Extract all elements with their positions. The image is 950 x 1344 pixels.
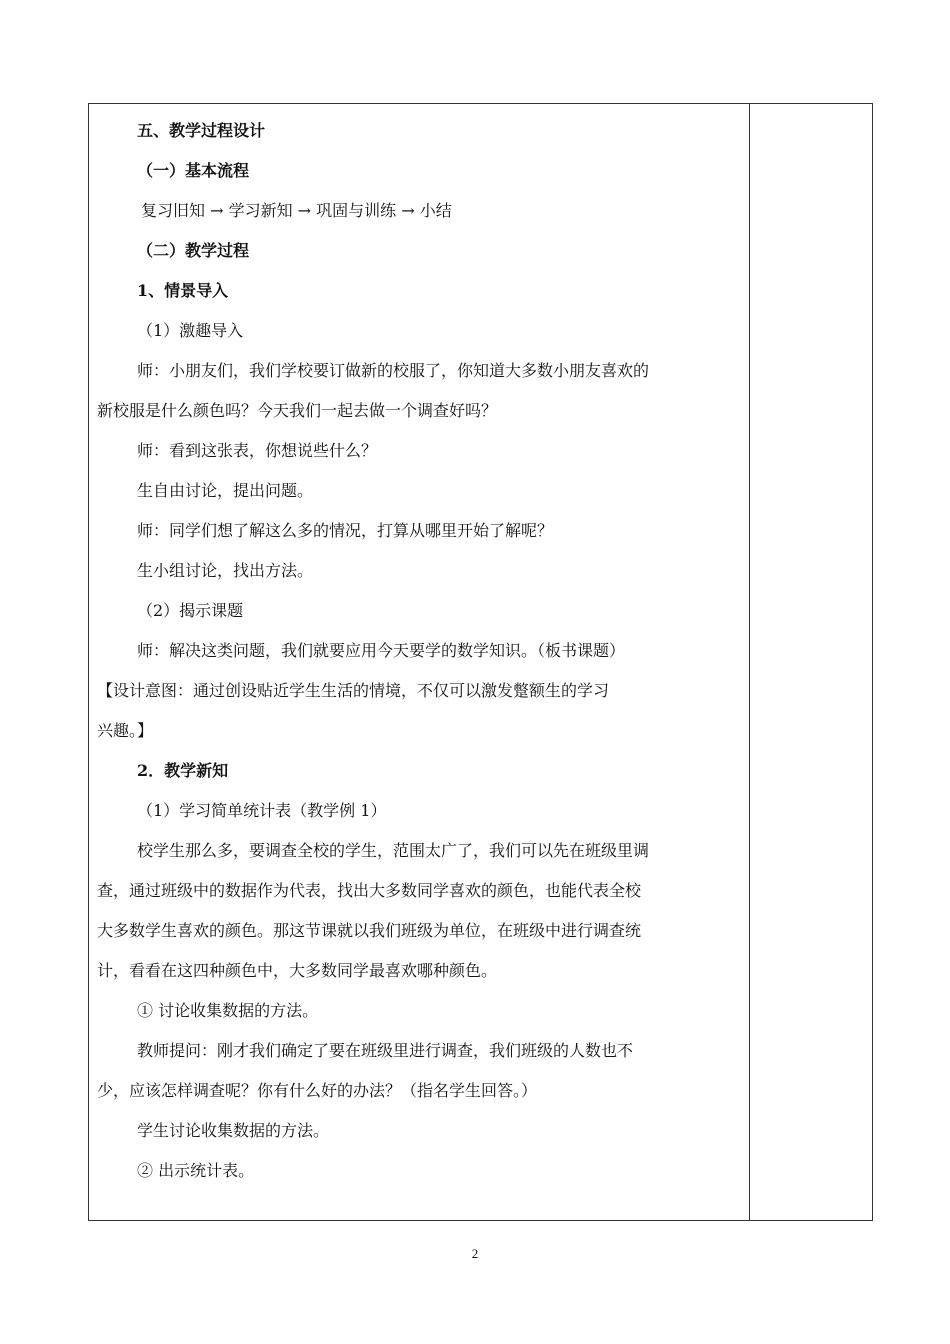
column-divider (749, 104, 750, 1220)
paragraph: 校学生那么多，要调查全校的学生，范围太广了，我们可以先在班级里调 (137, 841, 650, 860)
paragraph: 生自由讨论，提出问题。 (137, 481, 314, 500)
subheading-basic-flow: （一）基本流程 (137, 161, 250, 180)
subheading-teaching-process: （二）教学过程 (137, 241, 250, 260)
paragraph: ② 出示统计表。 (137, 1161, 255, 1180)
paragraph: 师：看到这张表，你想说些什么？ (137, 441, 378, 460)
paragraph: （2）揭示课题 (137, 601, 244, 620)
flow-text: 复习旧知 → 学习新知 → 巩固与训练 → 小结 (141, 201, 452, 220)
section-heading: 五、教学过程设计 (137, 121, 266, 140)
step-heading-scene-intro: 1、情景导入 (137, 281, 229, 300)
paragraph: 师：解决这类问题，我们就要应用今天要学的数学知识。（板书课题） (137, 641, 626, 660)
paragraph: 生小组讨论，找出方法。 (137, 561, 314, 580)
paragraph: （1）学习简单统计表（教学例 1） (137, 801, 387, 820)
page-number: 2 (471, 1246, 479, 1261)
paragraph: 教师提问：刚才我们确定了要在班级里进行调查，我们班级的人数也不 (137, 1041, 634, 1060)
step-heading-new-knowledge: 2．教学新知 (137, 761, 229, 780)
lesson-content (97, 111, 743, 1191)
paragraph: 师：小朋友们，我们学校要订做新的校服了，你知道大多数小朋友喜欢的 (137, 361, 650, 380)
design-intent: 兴趣。】 (97, 721, 154, 740)
paragraph: （1）激趣导入 (137, 321, 244, 340)
paragraph: 大多数学生喜欢的颜色。那这节课就以我们班级为单位，在班级中进行调查统 (97, 921, 642, 940)
paragraph: 师：同学们想了解这么多的情况，打算从哪里开始了解呢？ (137, 521, 554, 540)
paragraph: 查，通过班级中的数据作为代表，找出大多数同学喜欢的颜色，也能代表全校 (97, 881, 642, 900)
design-intent: 【设计意图：通过创设贴近学生生活的情境，不仅可以激发蹩额生的学习 (97, 681, 610, 700)
paragraph: ① 讨论收集数据的方法。 (137, 1001, 319, 1020)
paragraph: 学生讨论收集数据的方法。 (137, 1121, 330, 1140)
paragraph: 新校服是什么颜色吗？今天我们一起去做一个调查好吗？ (97, 401, 498, 420)
paragraph: 计，看看在这四种颜色中，大多数同学最喜欢哪种颜色。 (97, 961, 498, 980)
table-frame (88, 103, 873, 1221)
paragraph: 少，应该怎样调查呢？你有什么好的办法？（指名学生回答。） (97, 1081, 538, 1100)
